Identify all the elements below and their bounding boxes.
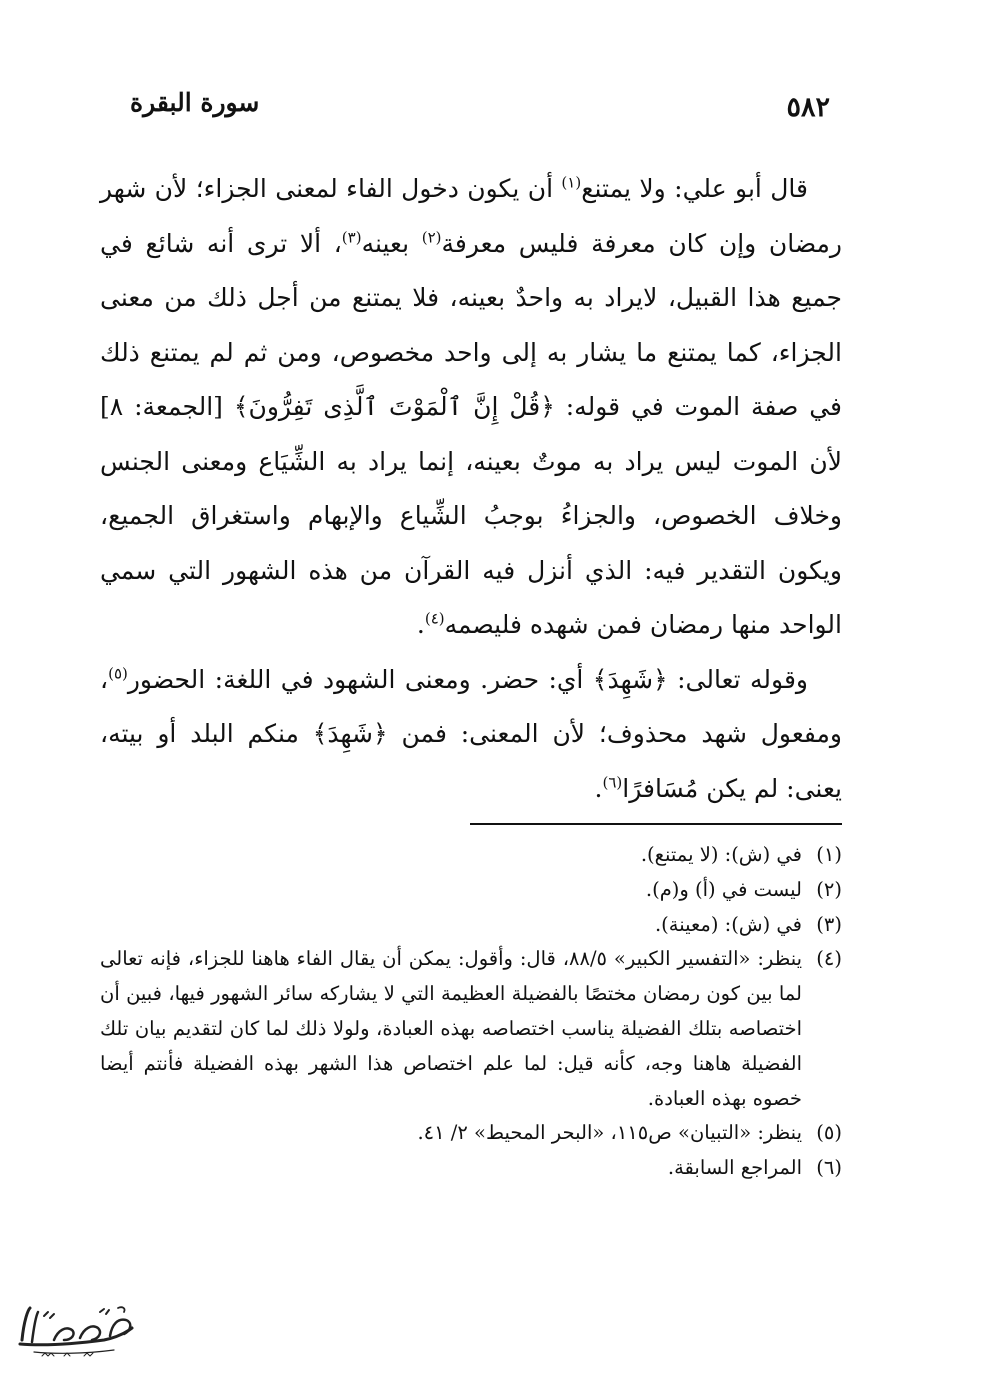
footnote-text: المراجع السابقة. (667, 1156, 802, 1180)
text-segment: . (416, 610, 425, 639)
footnote-separator (470, 823, 842, 825)
footnote-number: (٥) (816, 1121, 842, 1145)
footnote-number: (٦) (816, 1156, 842, 1180)
running-title: سورة البقرة (130, 88, 260, 117)
footnote-text: ينظر: «التفسير الكبير» ٨٨/٥، قال: وأقول: يمكن أن يقال الفاء هاهنا للجزاء، فإنه تعالى لما بين كون رمضان مختصًا بالفضيلة العظيمة التي لا يشاركه سائر الشهور فيها، فبين أن اختصاصه بتلك الفضيلة يناسب اختصاصه بهذه العبادة، ولولا ذلك لما كان لتقديم بيان تلك الفضيلة هاهنا وجه، كأنه قيل: لما علم اختصاص هذا الشهر بهذه الفضيلة فأنتم أيضا خصوه بهذه العبادة. (100, 947, 803, 1110)
footnote-text: ليست في (أ) و(م). (645, 877, 802, 901)
footnote-text: ينظر: «التبيان» ص١١٥، «البحر المحيط» ٢/ ٤١. (417, 1121, 802, 1145)
footnote-number: (٤) (816, 947, 842, 971)
text-segment: ، ألا ترى أنه شائع في جميع هذا القبيل، لايراد به واحدٌ بعينه، فلا يمتنع من أجل ذلك من معنى الجزاء، كما يمتنع ما يشار به إلى واحد مخصوص، ومن ثم لم يمتنع ذلك في صفة الموت في قوله: (100, 228, 842, 421)
page-number: ٥٨٢ (786, 92, 830, 123)
quran-quote: ﴿شَهِدَ﴾ (592, 664, 668, 694)
footnote-ref-6: (٦) (602, 773, 623, 792)
text-segment: [الجمعة: ٨] لأن الموت ليس يراد به موتٌ بعينه، إنما يراد به الشِّيَاع ومعنى الجنس وخلاف الخصوص، والجزاءُ بوجبُ الشِّياع والإبهام واستغراق الجميع، ويكون التقدير فيه: الذي أنزل فيه القرآن من هذه الشهور التي سمي الواحد منها رمضان فمن شهده فليصمه (100, 392, 842, 639)
footnote-ref-3: (٣) (341, 228, 362, 247)
footnote-ref-1: (١) (561, 173, 582, 192)
calligraphy-logo-icon (14, 1300, 144, 1360)
footnote (100, 942, 842, 1116)
text-segment: ، ومفعول شهد محذوف؛ لأن المعنى: فمن (100, 664, 842, 748)
quran-quote: ﴿شَهِدَ﴾ (312, 719, 388, 748)
paragraph-2 (100, 653, 842, 817)
page-header (130, 88, 830, 128)
footnote (100, 1116, 842, 1151)
footnote-number: (٣) (816, 912, 842, 936)
text-segment: منكم البلد أو بيته، يعنى: لم يكن مُسَافرًا (100, 719, 842, 803)
quran-quote: ﴿قُلْ إِنَّ ٱلْمَوْتَ ٱلَّذِى تَفِرُّونَ﴾ (233, 392, 555, 421)
footnote-text: في (ش): (معينة). (654, 912, 802, 936)
text-segment: وقوله تعالى: (667, 664, 808, 694)
footnote (100, 908, 842, 943)
footnote-ref-2: (٢) (421, 228, 442, 247)
main-text (100, 162, 842, 816)
footnote-text: في (ش): (لا يمتنع). (640, 843, 802, 866)
footnotes (100, 838, 842, 1186)
footnote-number: (١) (816, 843, 842, 866)
footnote (100, 1151, 842, 1186)
text-segment: . (594, 773, 603, 803)
footnote-number: (٢) (816, 877, 842, 901)
footnote (100, 873, 842, 908)
paragraph-1 (100, 162, 842, 653)
footnote-ref-4: (٤) (424, 609, 445, 628)
footnote (100, 838, 842, 873)
text-segment: أي: حضر. ومعنى الشهود في اللغة: الحضور (127, 664, 593, 694)
footnote-ref-5: (٥) (108, 664, 128, 683)
text-segment: قال أبو علي: ولا يمتنع (581, 174, 808, 203)
text-segment: بعينه (361, 228, 422, 258)
text-segment: أن يكون دخول الفاء لمعنى الجزاء؛ لأن شهر رمضان وإن كان معرفة فليس معرفة (100, 174, 842, 258)
